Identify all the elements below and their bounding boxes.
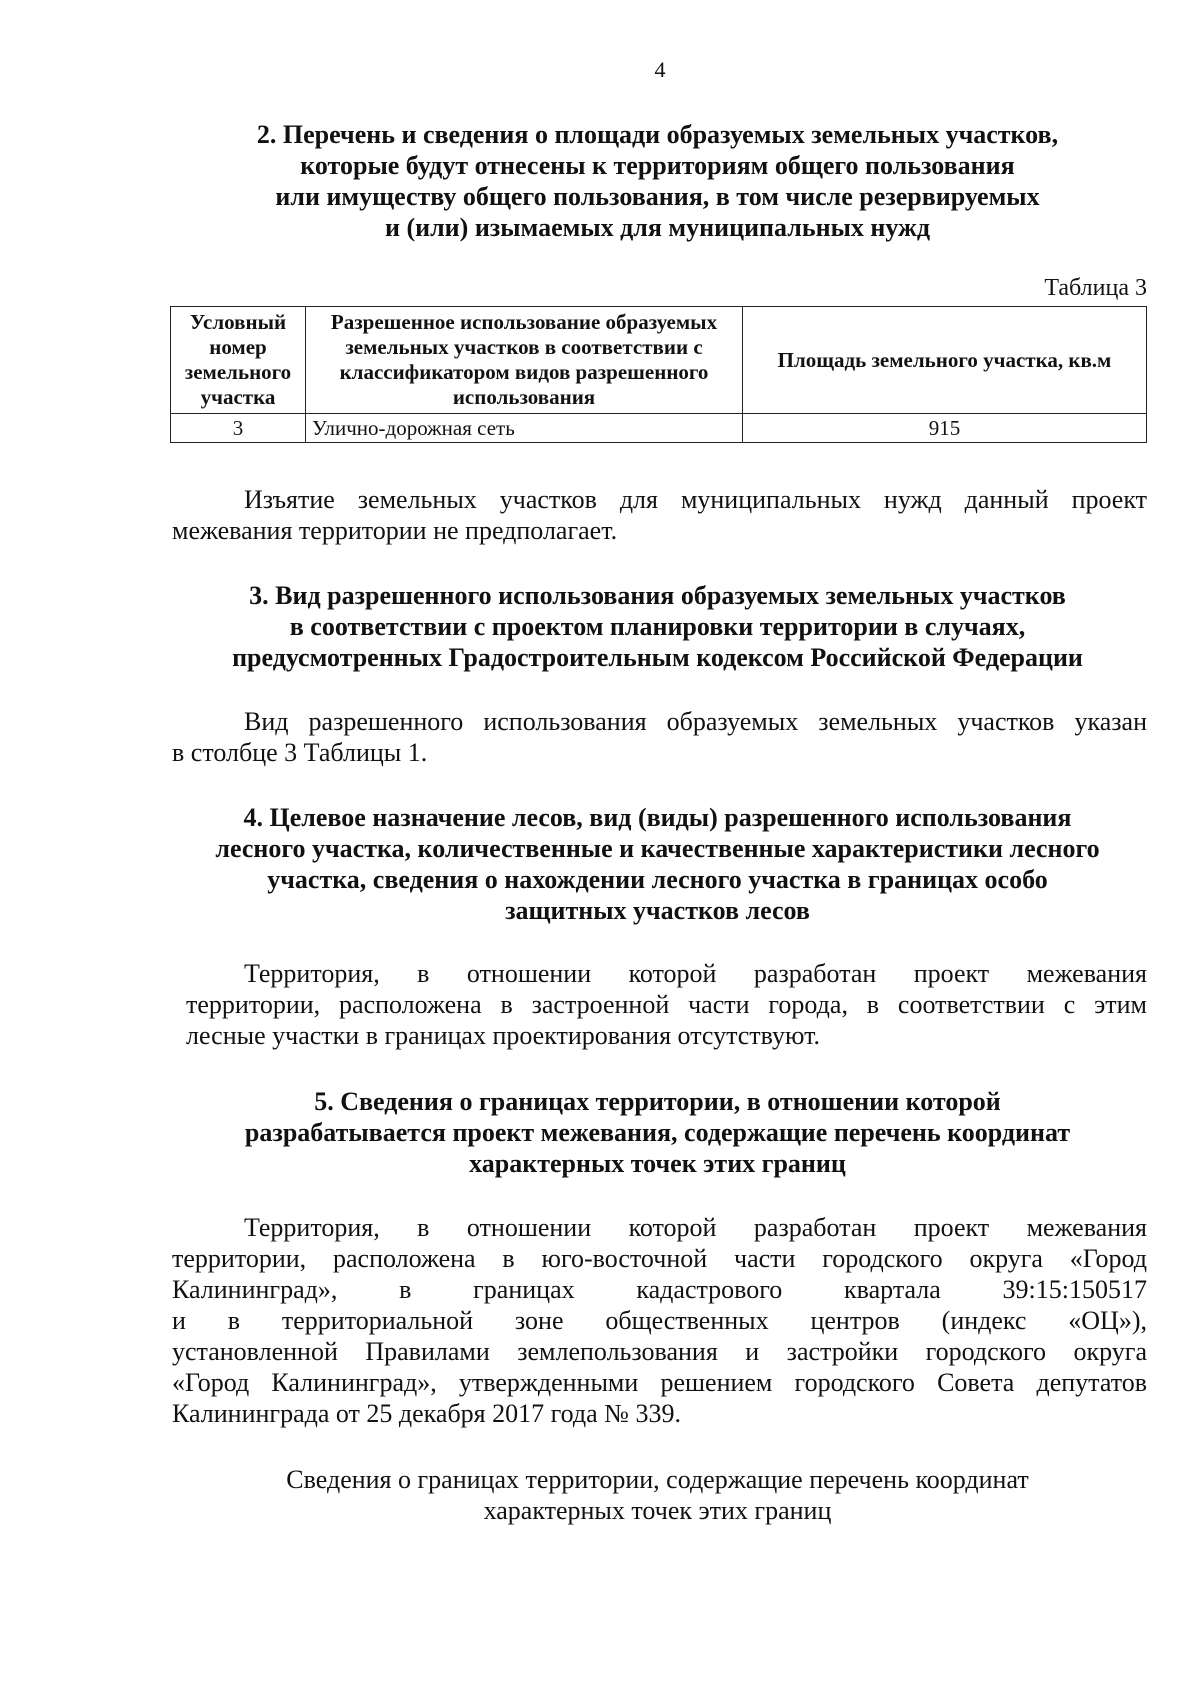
paragraph-line: Территория, в отношении которой разработан проект межевания xyxy=(244,1213,1147,1242)
section-4-heading-line: лесного участка, количественные и качественные характеристики лесного xyxy=(215,834,1100,863)
section-4-heading xyxy=(170,802,1145,926)
section-3-heading-line: 3. Вид разрешенного использования образуемых земельных участков xyxy=(249,581,1066,610)
paragraph-line: в столбце 3 Таблицы 1. xyxy=(172,738,428,767)
section-2-paragraph xyxy=(172,484,1147,546)
section-2-heading-line: 2. Перечень и сведения о площади образуемых земельных участков, xyxy=(256,120,1059,149)
paragraph-line: Вид разрешенного использования образуемых земельных участков указан xyxy=(244,707,1147,736)
page-number: 4 xyxy=(654,57,666,82)
section-4-heading-line: защитных участков лесов xyxy=(505,896,810,925)
paragraph-line: территории, расположена в застроенной части города, в соответствии с этим xyxy=(186,990,1147,1019)
note-line: Сведения о границах территории, содержащие перечень координат xyxy=(286,1465,1029,1494)
paragraph-line: Калининград», в границах кадастрового квартала 39:15:150517 xyxy=(172,1275,1147,1304)
section-5-heading-line: 5. Сведения о границах территории, в отношении которой xyxy=(314,1087,1001,1116)
section-5-heading-line: разрабатывается проект межевания, содержащие перечень координат xyxy=(244,1118,1071,1147)
section-3-heading xyxy=(170,580,1145,673)
paragraph-line: Изъятие земельных участков для муниципальных нужд данный проект xyxy=(244,485,1147,514)
paragraph-line: межевания территории не предполагает. xyxy=(172,516,618,545)
section-2-heading-line: и (или) изымаемых для муниципальных нужд xyxy=(384,213,931,242)
section-5-heading-line: характерных точек этих границ xyxy=(469,1149,846,1178)
table-header-row xyxy=(171,307,1147,414)
table-cell-area: 915 xyxy=(743,414,1147,443)
paragraph-line: лесные участки в границах проектирования отсутствуют. xyxy=(186,1021,821,1050)
paragraph-line: Калининграда от 25 декабря 2017 года № 339. xyxy=(172,1399,681,1428)
note-line: характерных точек этих границ xyxy=(483,1496,832,1525)
paragraph-line: установленной Правилами землепользования и застройки городского округа xyxy=(172,1337,1147,1366)
paragraph-line: и в территориальной зоне общественных центров (индекс «ОЦ»), xyxy=(172,1306,1147,1335)
section-5-paragraph xyxy=(172,1212,1147,1429)
section-3-heading-line: в соответствии с проектом планировки территории в случаях, xyxy=(289,612,1026,641)
section-4-heading-line: участка, сведения о нахождении лесного участка в границах особо xyxy=(267,865,1048,894)
section-3-heading-line: предусмотренных Градостроительным кодексом Российской Федерации xyxy=(232,643,1083,672)
paragraph-line: территории, расположена в юго-восточной части городского округа «Город xyxy=(172,1244,1147,1273)
land-plots-table xyxy=(170,306,1147,443)
table-caption: Таблица 3 xyxy=(1044,275,1147,301)
section-5-heading xyxy=(170,1086,1145,1179)
paragraph-line: Территория, в отношении которой разработан проект межевания xyxy=(244,959,1147,988)
section-2-heading xyxy=(170,119,1145,243)
section-4-heading-line: 4. Целевое назначение лесов, вид (виды) разрешенного использования xyxy=(243,803,1072,832)
section-4-paragraph xyxy=(172,958,1147,1051)
section-3-paragraph xyxy=(172,706,1147,768)
coordinates-note xyxy=(170,1464,1145,1526)
section-2-heading-line: или имуществу общего пользования, в том числе резервируемых xyxy=(275,182,1040,211)
paragraph-line: «Город Калининград», утвержденными решением городского Совета депутатов xyxy=(172,1368,1147,1397)
table-row xyxy=(171,414,1147,443)
table-cell-permitted-use: Улично-дорожная сеть xyxy=(306,414,743,443)
table-header-plot-number: Условный номер земельного участка xyxy=(171,307,306,414)
table-cell-plot-number: 3 xyxy=(171,414,306,443)
table-header-permitted-use: Разрешенное использование образуемых земельных участков в соответствии с классификатором видов разрешенного использования xyxy=(306,307,743,414)
table-header-area: Площадь земельного участка, кв.м xyxy=(743,307,1147,414)
section-2-heading-line: которые будут отнесены к территориям общего пользования xyxy=(300,151,1015,180)
